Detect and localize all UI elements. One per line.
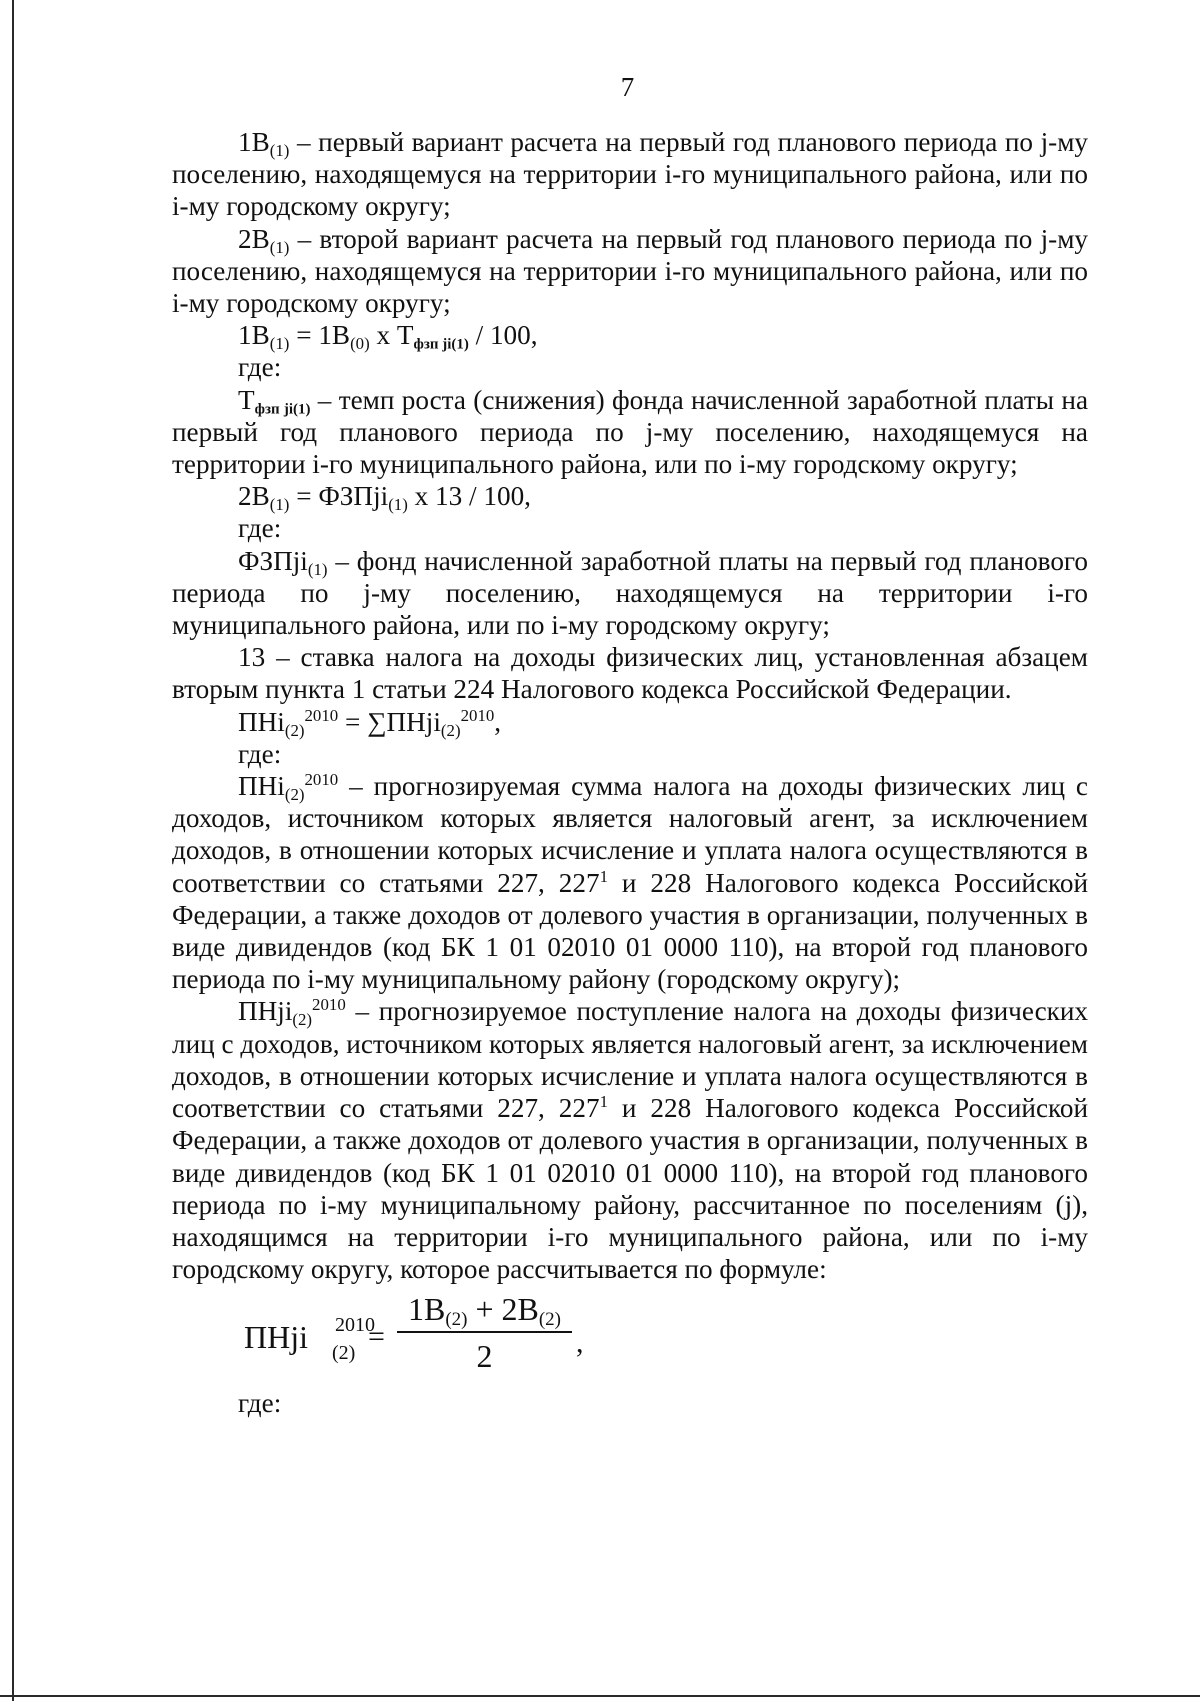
where-label-1: где:	[238, 352, 282, 383]
formula-comma: ,	[576, 1326, 584, 1360]
formula-lhs: ПНji 2010 (2)	[244, 1321, 308, 1353]
paragraph-2b1-definition: $2В_{(1)}$ – второй вариант расчета на первый год планового периода по j-му поселению, находящемуся на территории i-го муниципального района, или по i-му городскому округу;	[172, 223, 1088, 319]
where-label-4: где:	[238, 1388, 282, 1419]
paragraph-pnji-definition: ПНji$_{(2)}^{2010}$ – прогнозируемое поступление налога на доходы физических лиц с доходов, источником которых является налоговый агент, за исключением доходов, в отношении которых исчисление и уплата налога осуществляются в соответствии со статьями 227, $227^1$ и 228 Налогового кодекса Российской Федерации, а также доходов от долевого участия в организации, полученных в виде дивидендов (код БК 1 01 02010 01 0000 110), на второй год планового периода по i-му муниципальному району, рассчитанное по поселениям (j), находящимся на территории i-го муниципального района, или по i-му городскому округу, которое рассчитывается по формуле:	[172, 995, 1088, 1285]
scan-left-edge	[12, 0, 14, 1701]
formula-pni: ПНi$_{(2)}^{2010}$ = ∑ПНji$_{(2)}^{2010}$,	[238, 705, 502, 740]
formula-lhs-subscript: (2)	[332, 1342, 356, 1365]
page-number: 7	[620, 72, 635, 102]
paragraph-13-rate: 13 – ставка налога на доходы физических лиц, установленная абзацем вторым пункта 1 статьи 224 Налогового кодекса Российской Федерации.	[172, 642, 1088, 705]
formula-1b1: $1В_{(1)} = 1В_{(0)}$ х Тфзп ji(1) / 100,	[238, 320, 538, 354]
formula-equals-sign: =	[368, 1320, 385, 1354]
scan-bottom-edge	[0, 1695, 1200, 1697]
paragraph-pni-definition: ПНi$_{(2)}^{2010}$ – прогнозируемая сумма налога на доходы физических лиц с доходов, источником которых является налоговый агент, за исключением доходов, в отношении которых исчисление и уплата налога осуществляются в соответствии со статьями 227, $227^1$ и 228 Налогового кодекса Российской Федерации, а также доходов от долевого участия в организации, полученных в виде дивидендов (код БК 1 01 02010 01 0000 110), на второй год планового периода по i-му муниципальному району (городскому округу);	[172, 769, 1088, 995]
formula-2b1: $2В_{(1)}$ = ФЗПji$_{(1)}$ х 13 / 100,	[238, 481, 531, 515]
formula-fraction	[397, 1289, 572, 1375]
formula-lhs-superscript: 2010	[335, 1314, 375, 1337]
fraction-bar	[397, 1331, 572, 1333]
paragraph-fzp-definition: ФЗПji$_{(1)}$ – фонд начисленной заработной платы на первый год планового периода по j-му поселению, находящемуся на территории i-го муниципального района, или по i-му городскому округу;	[172, 545, 1088, 641]
fraction-numerator: $1В_{(2)} + 2В_{(2)}$	[407, 1291, 562, 1331]
where-label-2: где:	[238, 513, 282, 544]
paragraph-1b1-definition: $1В_{(1)}$ – первый вариант расчета на первый год планового периода по j-му поселению, находящемуся на территории i-го муниципального района, или по i-му городскому округу;	[172, 127, 1088, 222]
where-label-3: где:	[238, 738, 282, 769]
formula-pnji-fraction	[172, 1289, 1088, 1387]
document-body	[172, 126, 1088, 1420]
paragraph-tfzp-definition: Тфзп ji(1) – темп роста (снижения) фонда начисленной заработной платы на первый год планового периода по j-му поселению, находящемуся на территории i-го муниципального района, или по i-му городскому округу;	[172, 384, 1089, 480]
fraction-denominator: 2	[476, 1337, 493, 1374]
